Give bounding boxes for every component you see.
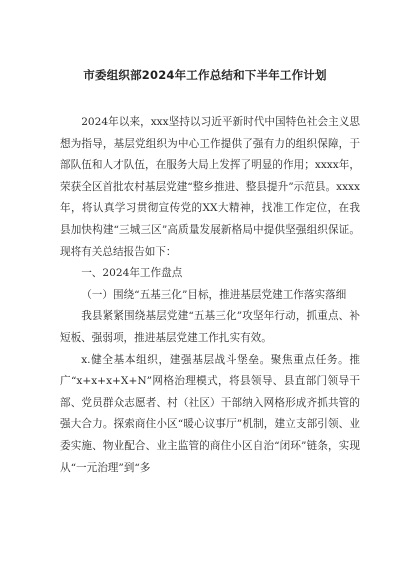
document-title: 市委组织部2024年工作总结和下半年工作计划 <box>83 68 327 82</box>
section-heading: 一、2024年工作盘点 <box>81 267 183 280</box>
intro-paragraph: 2024年以来，xxx坚持以习近平新时代中国特色社会主义思想为指导，基层党组织为中心工作提供了强有力的组织保障，于部队伍和人才队伍，在服务大局上发挥了明显的作用；xxxx年，荣获全区首批农村基层党建“整乡推进、整县提升”示范县。xxxx年，将认真学习贯彻宣传党的XX大精神，找准工作定位，在我县加快构建“三城三区”高质量发展新格局中提供坚强组织保证。现将有关总结报告如下： <box>60 116 360 258</box>
body-paragraph: x.健全基本组织，建强基层战斗堡垒。聚焦重点任务。推广“x+x+x+X+N”网格治理模式，将县领导、县直部门领导干部、党员群众志愿者、村（社区）干部纳入网格形成齐抓共管的强大合力。探索商住小区“暖心议事厅”机制，建立支部引领、业委实施、物业配合、业主监管的商住小区自治“闭环”链条，实现从“一元治理”到“多 <box>60 353 360 474</box>
document-body <box>60 112 360 479</box>
subsection-heading: （一）围绕“五基三化”目标，推进基层党建工作落实落细 <box>81 288 347 301</box>
body-paragraph: 我县紧紧围绕基层党建“五基三化”攻坚年行动，抓重点、补短板、强弱项，推进基层党建工作扎实有效。 <box>60 310 360 344</box>
